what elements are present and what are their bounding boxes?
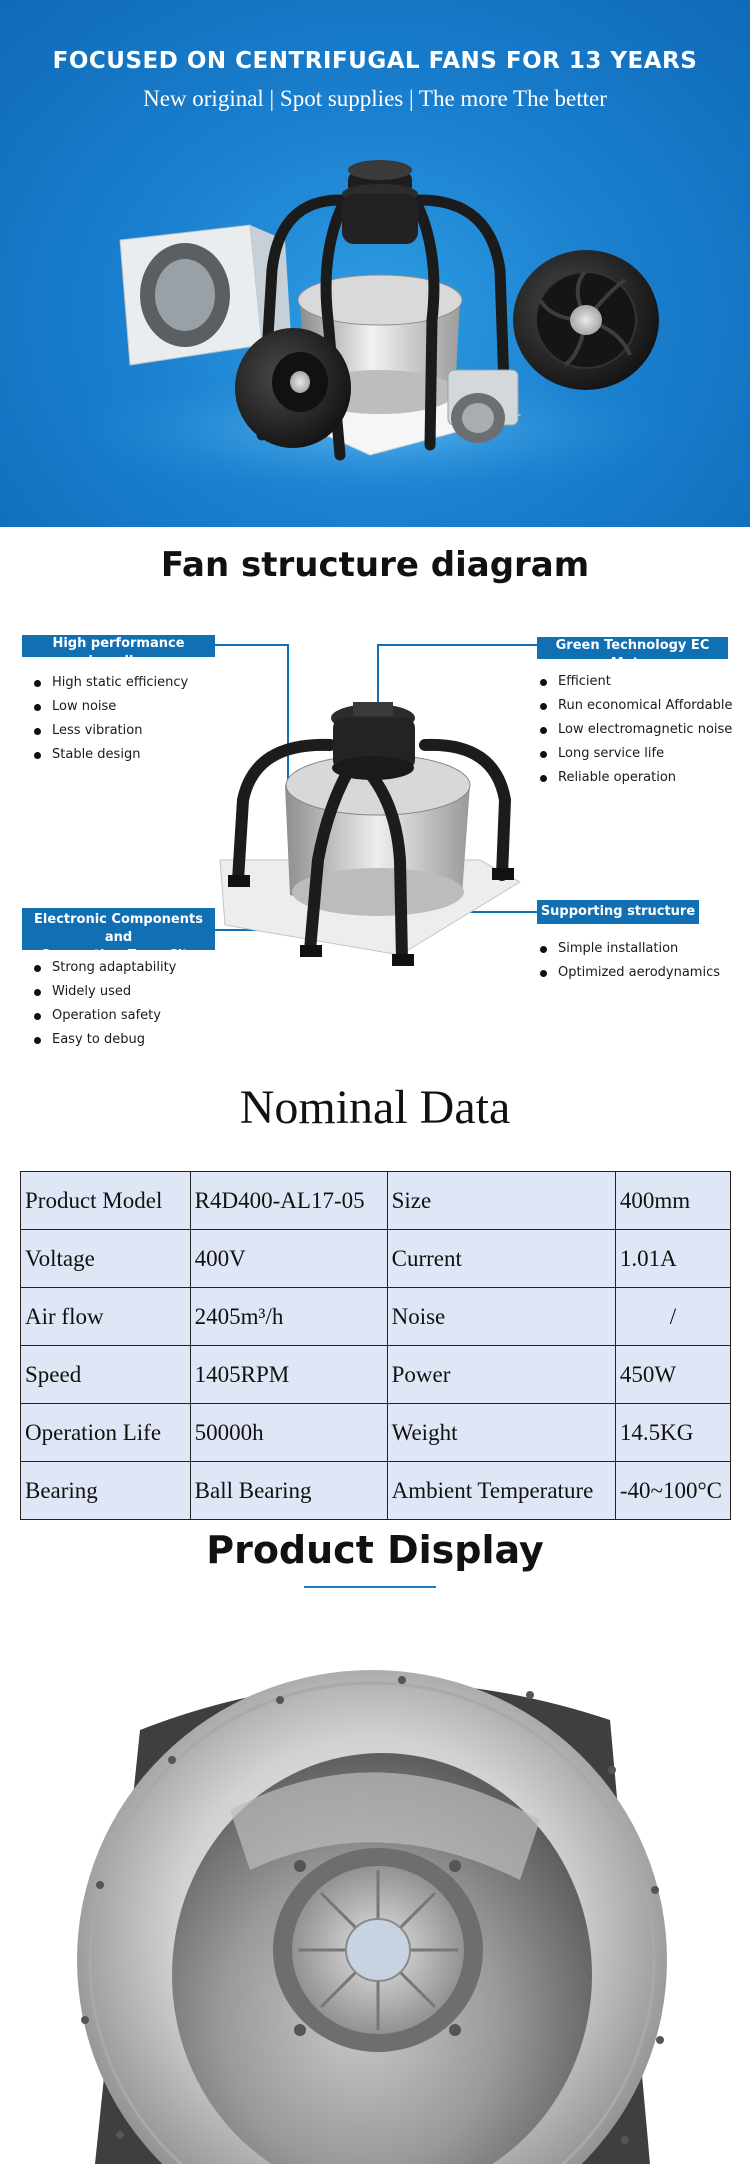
table-cell: / [615,1288,730,1346]
table-row [21,1288,731,1346]
table-cell: 400mm [615,1172,730,1230]
product-impeller-photo [0,1630,750,2164]
electronics-tag [22,908,215,963]
list-item: High static efficiency [32,671,188,695]
table-row [21,1346,731,1404]
table-cell: Size [387,1172,615,1230]
impeller-tag: High performance impeller [22,635,215,657]
table-cell: 1.01A [615,1230,730,1288]
table-row [21,1172,731,1230]
table-cell: Ball Bearing [190,1462,387,1520]
list-item: Stable design [32,743,188,767]
list-item: Low electromagnetic noise [538,718,732,742]
table-cell: 450W [615,1346,730,1404]
heading-underline [304,1586,436,1588]
table-cell: Product Model [21,1172,191,1230]
ec-motor-tag: Green Technology EC Motor [537,637,728,659]
structure-heading: Fan structure diagram [160,545,590,585]
structure-diagram [0,620,750,1060]
list-item: Less vibration [32,719,188,743]
table-cell: Current [387,1230,615,1288]
black-impeller-graphic [235,328,351,448]
list-item: Long service life [538,742,732,766]
list-item: Easy to debug [32,1028,176,1052]
table-cell: Speed [21,1346,191,1404]
table-cell: 14.5KG [615,1404,730,1462]
list-item: Simple installation [538,937,720,961]
impeller-feature-list [32,671,188,767]
support-tag: Supporting structure [537,900,699,924]
list-item: Reliable operation [538,766,732,790]
product-display-heading: Product Display [206,1528,544,1572]
table-row [21,1462,731,1520]
table-cell: R4D400-AL17-05 [190,1172,387,1230]
hero-subtitle: New original | Spot supplies | The more The better [143,86,607,111]
electronics-tag-line1: Electronic Components and [34,912,203,945]
table-cell: Bearing [21,1462,191,1520]
black-fan-right-graphic [513,250,659,390]
list-item: Widely used [32,980,176,1004]
list-item: Operation safety [32,1004,176,1028]
table-cell: 1405RPM [190,1346,387,1404]
table-row [21,1230,731,1288]
electronics-tag-line2: Connection Zone City [40,948,197,963]
table-cell: Operation Life [21,1404,191,1462]
nominal-data-table [20,1171,731,1520]
ec-motor-graphic [342,160,418,244]
table-cell: Weight [387,1404,615,1462]
table-cell: 50000h [190,1404,387,1462]
list-item: Strong adaptability [32,956,176,980]
table-cell: Voltage [21,1230,191,1288]
hero-banner [0,0,750,527]
list-item: Low noise [32,695,188,719]
table-row [21,1404,731,1462]
support-feature-list [538,937,720,985]
electronics-feature-list [32,956,176,1052]
table-cell: Noise [387,1288,615,1346]
list-item: Efficient [538,670,732,694]
motor-feature-list [538,670,732,790]
hero-title: FOCUSED ON CENTRIFUGAL FANS FOR 13 YEARS [52,48,698,74]
table-cell: -40~100°C [615,1462,730,1520]
table-cell: Air flow [21,1288,191,1346]
table-cell: Power [387,1346,615,1404]
list-item: Run economical Affordable [538,694,732,718]
table-cell: 400V [190,1230,387,1288]
nominal-heading: Nominal Data [239,1081,511,1134]
list-item: Optimized aerodynamics [538,961,720,985]
table-cell: 2405m³/h [190,1288,387,1346]
hero-fan-collage-image [0,130,750,527]
table-cell: Ambient Temperature [387,1462,615,1520]
